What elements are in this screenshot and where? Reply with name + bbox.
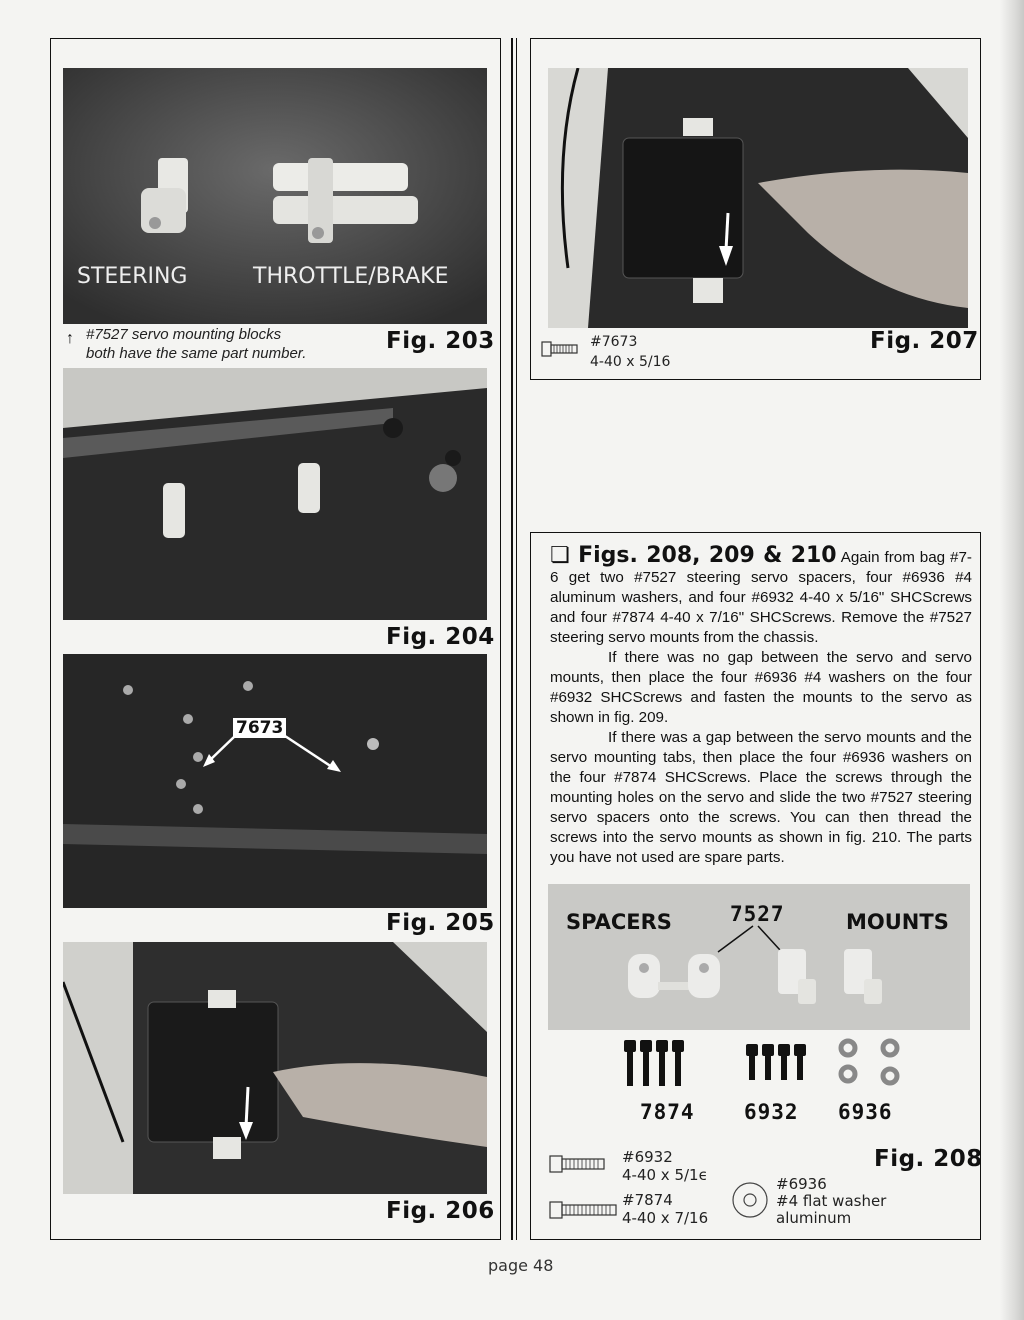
washer-6936-desc-1: #4 flat washer [776,1192,887,1210]
chassis-holes-image [63,654,487,908]
part-6936-label: 6936 [838,1100,893,1124]
fig-207-label: Fig. 207 [870,328,979,354]
instructions-p1: Again from bag #7-6 get two #7527 steering servo spacers, four #6936 #4 aluminum washers, and four #6932 4-40 x 5/16" SHCScrews and four #7874 4-40 x 7/16" SHCScrews. Remove the #7527 steering servo mounts from the chassis. [550,549,972,646]
instructions-heading: ❏ Figs. 208, 209 & 210 [550,543,837,568]
screw-7874-size: 4-40 x 7/16 [622,1209,709,1227]
chassis-image [63,368,487,620]
spacers-label: SPACERS [566,910,672,934]
servo-install-image [63,942,487,1194]
screw-7874-part: #7874 [622,1191,673,1209]
binding-edge [1000,0,1024,1320]
mounts-label: MOUNTS [846,910,949,934]
instructions-p2: If there was no gap between the servo and servo mounts, then place the four #6936 #4 washers on the four #6932 SHCScrews and fasten the mounts to the servo as shown in fig. 209. [550,649,972,726]
up-arrow-icon: ↑ [66,330,74,347]
fig-207-photo [548,68,968,328]
part-7874-label: 7874 [640,1100,695,1124]
fig-205-photo [63,654,487,908]
screws-washers-image [548,1034,970,1090]
fig-207-part: #7673 [590,334,638,350]
fig-208-label: Fig. 208 [874,1146,983,1172]
screw-7874-icon [548,1198,620,1222]
callout-7673: 7673 [233,718,286,738]
part-7527-label: 7527 [730,902,785,926]
screw-6932-part: #6932 [622,1148,673,1166]
servo-mount-image [548,68,968,328]
fig-207-size: 4-40 x 5/16 [590,354,671,370]
part-6932-label: 6932 [744,1100,799,1124]
throttle-brake-label: THROTTLE/BRAKE [253,264,449,289]
fig-203-photo [63,68,487,324]
fig-204-photo [63,368,487,620]
fig-203-caption-1: #7527 servo mounting blocks [86,326,282,343]
fig-204-label: Fig. 204 [386,624,495,650]
steering-label: STEERING [77,264,188,289]
fig-203-label: Fig. 203 [386,328,495,354]
screw-6932-icon [548,1152,608,1176]
instructions-p3: If there was a gap between the servo mounts and the servo mounting tabs, then place the four #6936 washers on the four #7874 SHCScrews. Place the screws through the mounting holes on the servo and slide the two #7527 steering servo spacers onto the screws. You can then thread the screws into the servo mounts as shown in fig. 210. The parts you have not used are spare parts. [550,729,972,866]
instructions-text [550,543,972,868]
column-divider-2 [516,38,517,1240]
washer-6936-part: #6936 [776,1175,827,1193]
column-divider [511,38,513,1240]
fig-208-photo [548,884,970,1030]
page-number: page 48 [488,1256,554,1275]
washer-6936-desc-2: aluminum [776,1209,852,1227]
fig-206-photo [63,942,487,1194]
screw-6932-size: 4-40 x 5/1ϵ [622,1166,708,1184]
fig-206-label: Fig. 206 [386,1198,495,1224]
washer-6936-icon [730,1180,770,1220]
fig-203-caption-2: both have the same part number. [86,345,307,362]
screw-7673-icon [540,338,580,360]
fig-205-label: Fig. 205 [386,910,495,936]
